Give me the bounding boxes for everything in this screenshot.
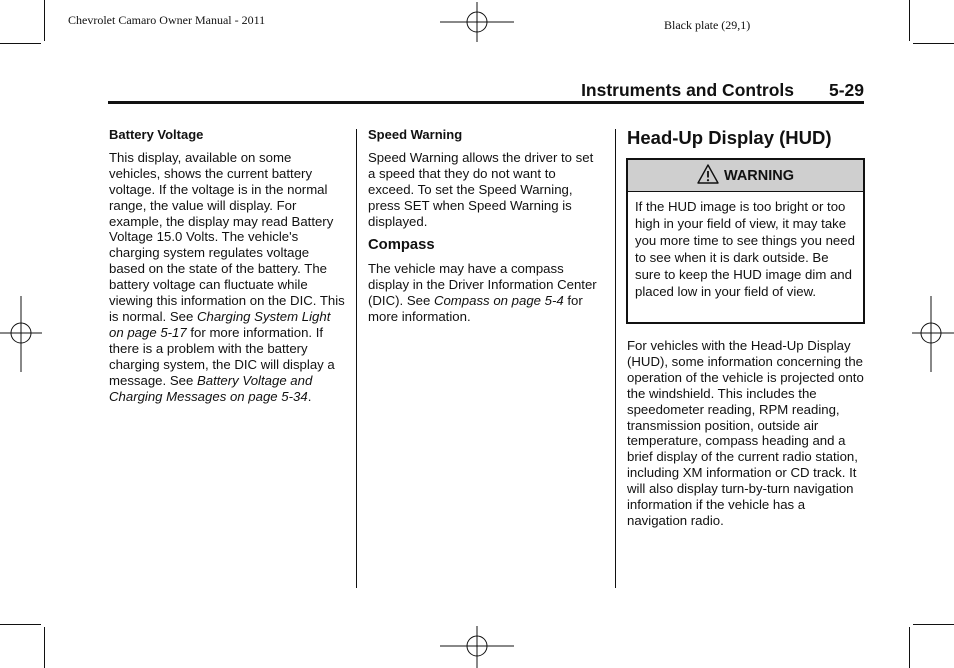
warning-triangle-icon bbox=[697, 164, 724, 188]
page-number: 5-29 bbox=[828, 80, 864, 100]
header-rule bbox=[108, 101, 864, 104]
column-1 bbox=[109, 127, 345, 404]
compass-text-part2: for more information. bbox=[368, 293, 583, 325]
battery-voltage-text bbox=[109, 150, 345, 405]
registration-mark-right bbox=[910, 296, 954, 372]
column-2 bbox=[368, 127, 604, 325]
registration-mark-bottom bbox=[440, 626, 516, 668]
battery-voltage-heading: Battery Voltage bbox=[109, 127, 204, 142]
battery-ref-link-2[interactable]: Battery Voltage and Charging Messages on page 5-34 bbox=[109, 372, 313, 404]
section-header bbox=[108, 80, 864, 102]
speed-warning-heading: Speed Warning bbox=[368, 127, 463, 142]
warning-label: WARNING bbox=[723, 167, 795, 184]
compass-ref-link[interactable]: Compass on page 5-4 bbox=[433, 293, 564, 309]
plate-label: Black plate (29,1) bbox=[664, 18, 751, 32]
manual-title: Chevrolet Camaro Owner Manual - 2011 bbox=[68, 13, 266, 27]
column-divider-2 bbox=[615, 129, 616, 588]
warning-text: If the HUD image is too bright or too high in your field of view, it may take you more time to see things you need to see when it is dark outside. Be sure to keep the HUD image dim and placed low in your field of view. bbox=[635, 199, 855, 299]
battery-text-part1: This display, available on some vehicles, shows the current battery voltage. If the voltage is in the normal range, the value will display. For example, the display may read Battery Voltage 15.0 Volts. The vehicle's charging system regulates voltage based on the state of the battery. The battery voltage can fluctuate while viewing this information on the DIC. This is normal. See bbox=[109, 149, 345, 324]
battery-ref-link-1[interactable]: Charging System Light on page 5-17 bbox=[109, 308, 331, 340]
hud-text: For vehicles with the Head-Up Display (HUD), some information concerning the operation of the vehicle is projected onto the windshield. This includes the speedometer reading, RPM reading, transmission position, outside air temperature, compass heading and a brief display of the current radio station, including XM information or CD track. It will also display turn-by-turn navigation information if the vehicle has a navigation radio. bbox=[627, 338, 864, 528]
battery-text-part2: for more information. If there is a problem with the battery charging system, the DIC will display a message. See bbox=[109, 324, 335, 388]
speed-warning-text: Speed Warning allows the driver to set a speed that they do not want to exceed. To set the Speed Warning, press SET when Speed Warning is displayed. bbox=[368, 149, 594, 229]
hud-heading: Head-Up Display (HUD) bbox=[627, 127, 832, 148]
battery-text-part3: . bbox=[307, 388, 312, 404]
compass-heading: Compass bbox=[368, 237, 435, 254]
registration-mark-left bbox=[0, 296, 44, 372]
compass-text-part1: The vehicle may have a compass display in the Driver Information Center (DIC). See bbox=[368, 261, 597, 309]
warning-box bbox=[626, 158, 865, 324]
column-divider-1 bbox=[356, 129, 357, 588]
registration-mark-top bbox=[440, 2, 516, 42]
compass-text bbox=[368, 261, 604, 325]
warning-header bbox=[628, 160, 863, 192]
section-title: Instruments and Controls bbox=[581, 80, 794, 100]
